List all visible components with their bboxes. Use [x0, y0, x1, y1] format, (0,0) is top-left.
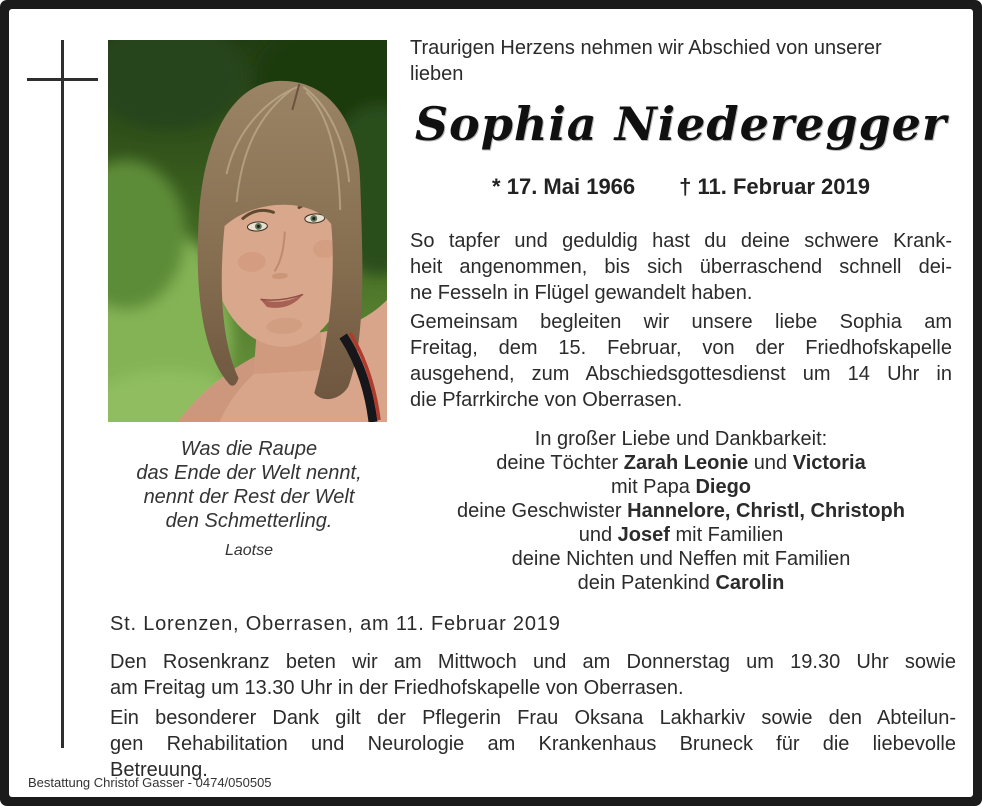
- quote-block: [101, 437, 397, 563]
- rosary-paragraph: [110, 649, 956, 701]
- birth-date: * 17. Mai 1966: [492, 174, 636, 199]
- paragraph-line: Den Rosenkranz beten wir am Mittwoch und am Donnerstag um 19.30 Uhr sowie: [110, 651, 956, 673]
- illness-paragraph: [410, 228, 952, 306]
- quote-attribution: Laotse: [224, 542, 274, 559]
- funeral-home-note: Bestattung Christof Gasser - 0474/050505: [28, 775, 272, 790]
- family-line: mit Papa Diego: [610, 476, 752, 498]
- death-date: † 11. Februar 2019: [679, 174, 870, 199]
- life-dates: [410, 174, 952, 200]
- family-block: [410, 427, 952, 595]
- family-line: deine Nichten und Neffen mit Familien: [511, 548, 851, 570]
- paragraph-line: Gemeinsam begleiten wir unsere liebe Sophia am: [410, 311, 952, 333]
- portrait-illustration: [108, 40, 387, 422]
- quote-text: [101, 437, 397, 533]
- intro-line: lieben: [410, 63, 464, 85]
- family-line: In großer Liebe und Dankbarkeit:: [534, 428, 828, 450]
- cross-vertical-bar: [61, 40, 64, 748]
- family-line: dein Patenkind Carolin: [577, 572, 785, 594]
- deceased-name: Sophia Niederegger: [414, 97, 948, 151]
- obituary-card: [9, 9, 973, 797]
- thanks-paragraph: [110, 705, 956, 783]
- intro-text: [410, 35, 952, 87]
- paragraph-line: ausgehend, zum Abschiedsgottesdienst um 14 Uhr in: [410, 363, 952, 385]
- family-line: deine Geschwister Hannelore, Christl, Christoph: [457, 500, 905, 522]
- place-dateline: St. Lorenzen, Oberrasen, am 11. Februar 2019: [110, 613, 561, 635]
- quote-line: das Ende der Welt nennt,: [136, 462, 362, 484]
- portrait-photo: [108, 40, 387, 422]
- paragraph-line: gen Rehabilitation und Neurologie am Krankenhaus Bruneck für die liebevolle: [110, 733, 956, 755]
- paragraph-line: ne Fesseln in Flügel gewandelt haben.: [410, 282, 753, 304]
- paragraph-line: Betreuung.: [110, 759, 208, 781]
- paragraph-line: Freitag, dem 15. Februar, von der Friedhofskapelle: [410, 337, 952, 359]
- family-line: deine Töchter Zarah Leonie und Victoria: [496, 452, 866, 474]
- cross-horizontal-bar: [27, 78, 98, 81]
- quote-line: den Schmetterling.: [165, 510, 333, 532]
- family-line: und Josef mit Familien: [578, 524, 784, 546]
- quote-line: Was die Raupe: [180, 438, 318, 460]
- paragraph-line: Ein besonderer Dank gilt der Pflegerin Frau Oksana Lakharkiv sowie den Abteilun-: [110, 707, 956, 729]
- service-paragraph: [410, 309, 952, 413]
- paragraph-line: So tapfer und geduldig hast du deine schwere Krank-: [410, 230, 952, 252]
- paragraph-line: heit angenommen, bis sich überraschend schnell dei-: [410, 256, 952, 278]
- intro-line: Traurigen Herzens nehmen wir Abschied von unserer: [410, 37, 882, 59]
- paragraph-line: am Freitag um 13.30 Uhr in der Friedhofskapelle von Oberrasen.: [110, 677, 684, 699]
- quote-line: nennt der Rest der Welt: [143, 486, 355, 508]
- paragraph-line: die Pfarrkirche von Oberrasen.: [410, 389, 683, 411]
